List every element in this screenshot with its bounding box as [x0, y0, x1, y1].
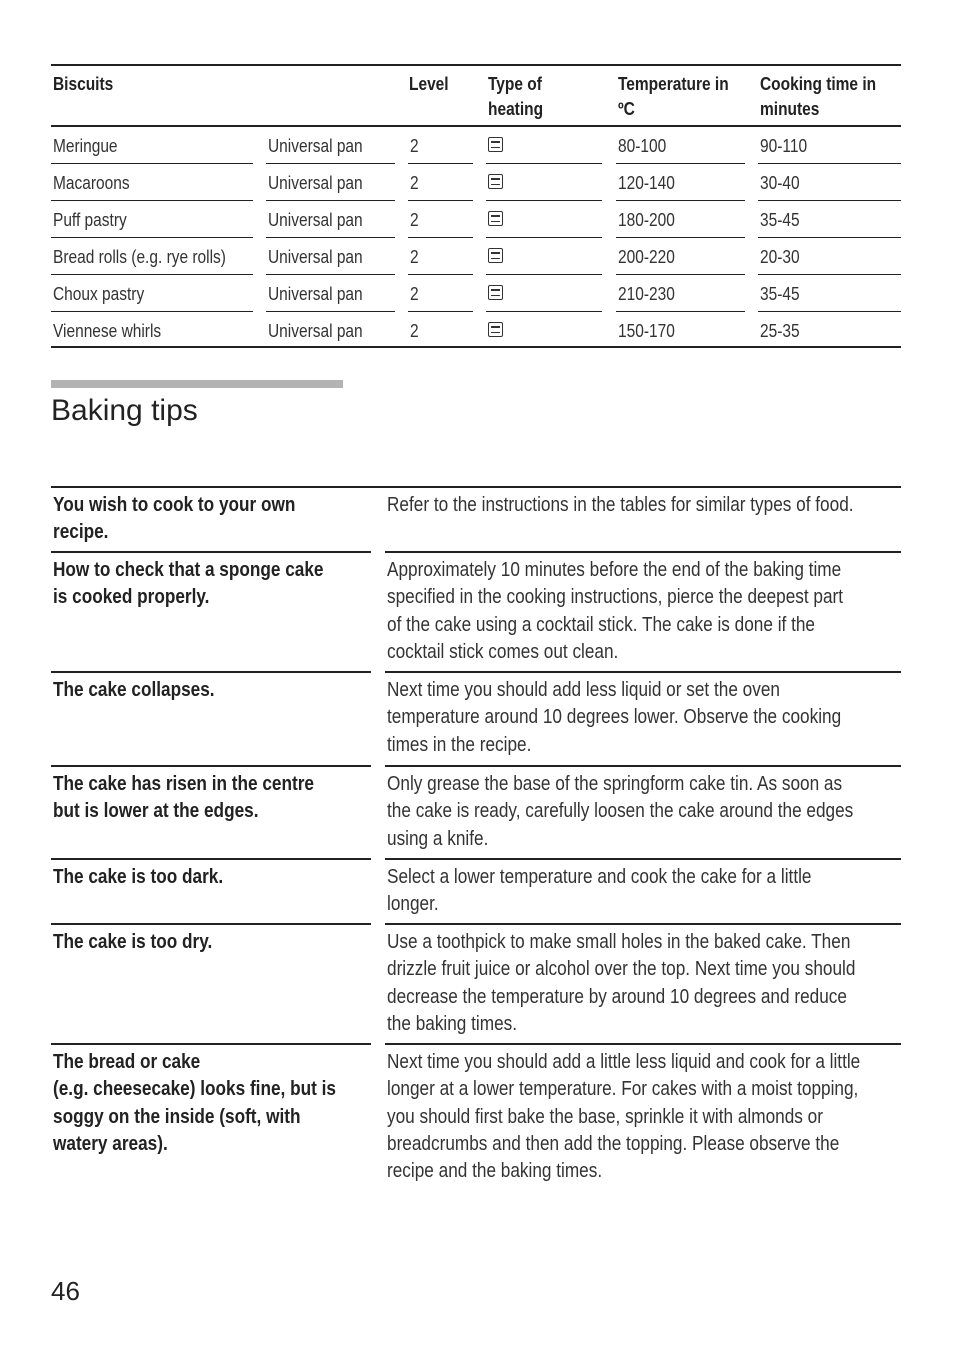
- tip-divider: [385, 858, 901, 860]
- tip-answer: Approximately 10 minutes before the end of the baking time specified in the cooking instructions, pierce the deepest part of the cake using a cocktail stick. The cake is done if the cocktail stick comes out clean.: [387, 559, 844, 663]
- tip-divider: [51, 858, 371, 860]
- page-number: 46: [51, 1276, 80, 1306]
- tip-divider: [51, 671, 371, 673]
- cell-level: 2: [410, 136, 419, 156]
- header-temperature: Temperature in ºC: [618, 74, 729, 119]
- top-bottom-heating-icon: [488, 322, 503, 337]
- top-bottom-heating-icon: [488, 211, 503, 226]
- tip-question: The cake collapses.: [53, 679, 215, 701]
- top-bottom-heating-icon: [488, 248, 503, 263]
- cell-temperature: 200-220: [618, 247, 675, 267]
- table-row: [51, 164, 901, 201]
- tip-divider: [51, 486, 901, 488]
- tip-answer: Next time you should add less liquid or set the oven temperature around 10 degrees lower. Observe the cooking times in the recipe.: [387, 679, 842, 756]
- tip-question: The cake is too dry.: [53, 931, 213, 953]
- cell-dish: Puff pastry: [53, 210, 127, 230]
- tip-question: The cake has risen in the centre but is lower at the edges.: [53, 773, 314, 823]
- cell-temperature: 120-140: [618, 173, 675, 193]
- tip-divider: [51, 551, 371, 553]
- tip-answer: Use a toothpick to make small holes in the baked cake. Then drizzle fruit juice or alcohol over the top. Next time you should decrease the temperature by around 10 degrees and reduce the baking times.: [387, 931, 856, 1035]
- top-bottom-heating-icon: [488, 137, 503, 152]
- tip-divider: [51, 765, 371, 767]
- table-row: [51, 275, 901, 312]
- cell-time: 35-45: [760, 284, 800, 304]
- cell-dish: Choux pastry: [53, 284, 145, 304]
- cell-accessory: Universal pan: [268, 173, 363, 193]
- cell-dish: Macaroons: [53, 173, 130, 193]
- cell-temperature: 80-100: [618, 136, 667, 156]
- table-row: [51, 238, 901, 275]
- tip-divider: [385, 1043, 901, 1045]
- table-bottom-rule: [51, 346, 901, 348]
- table-row: [51, 127, 901, 164]
- tip-question: The bread or cake (e.g. cheesecake) looks fine, but is soggy on the inside (soft, with watery areas).: [53, 1051, 336, 1155]
- header-cooking-time: Cooking time in minutes: [760, 74, 877, 119]
- cell-dish: Viennese whirls: [53, 321, 162, 341]
- tip-divider: [385, 671, 901, 673]
- cell-time: 25-35: [760, 321, 800, 341]
- tip-answer: Next time you should add a little less liquid and cook for a little longer at a lower temperature. For cakes with a moist topping, you should first bake the base, sprinkle it with almonds or breadcrumbs and then add the topping. Please observe the recipe and the baking times.: [387, 1051, 861, 1183]
- cell-accessory: Universal pan: [268, 136, 363, 156]
- cell-dish: Meringue: [53, 136, 118, 156]
- cell-level: 2: [410, 173, 419, 193]
- cell-temperature: 210-230: [618, 284, 675, 304]
- header-level: Level: [409, 74, 449, 94]
- tip-question: The cake is too dark.: [53, 866, 224, 888]
- header-type-of-heating: Type of heating: [488, 74, 544, 119]
- cell-dish: Bread rolls (e.g. rye rolls): [53, 247, 226, 267]
- tip-divider: [385, 551, 901, 553]
- cell-temperature: 180-200: [618, 210, 675, 230]
- tip-answer: Only grease the base of the springform cake tin. As soon as the cake is ready, carefully loosen the cake around the edges using a knife.: [387, 773, 854, 850]
- tip-divider: [385, 923, 901, 925]
- cell-temperature: 150-170: [618, 321, 675, 341]
- table-row: [51, 312, 901, 349]
- top-bottom-heating-icon: [488, 285, 503, 300]
- tip-divider: [51, 1043, 371, 1045]
- header-dish: Biscuits: [53, 74, 114, 94]
- cell-accessory: Universal pan: [268, 210, 363, 230]
- tip-answer: Refer to the instructions in the tables for similar types of food.: [387, 494, 854, 516]
- cell-level: 2: [410, 284, 419, 304]
- cell-time: 30-40: [760, 173, 800, 193]
- table-top-rule: [51, 64, 901, 66]
- cell-level: 2: [410, 247, 419, 267]
- cell-time: 90-110: [760, 136, 808, 156]
- cell-time: 20-30: [760, 247, 800, 267]
- top-bottom-heating-icon: [488, 174, 503, 189]
- tip-question: You wish to cook to your own recipe.: [53, 494, 296, 544]
- page-title: Baking tips: [51, 394, 198, 427]
- cell-accessory: Universal pan: [268, 321, 363, 341]
- tip-divider: [51, 923, 371, 925]
- cell-time: 35-45: [760, 210, 800, 230]
- tip-answer: Select a lower temperature and cook the cake for a little longer.: [387, 866, 812, 916]
- cell-level: 2: [410, 210, 419, 230]
- table-row: [51, 201, 901, 238]
- section-accent-bar: [51, 380, 343, 388]
- cell-accessory: Universal pan: [268, 284, 363, 304]
- cell-level: 2: [410, 321, 419, 341]
- tip-question: How to check that a sponge cake is cooked properly.: [53, 559, 324, 609]
- cell-accessory: Universal pan: [268, 247, 363, 267]
- tip-divider: [385, 765, 901, 767]
